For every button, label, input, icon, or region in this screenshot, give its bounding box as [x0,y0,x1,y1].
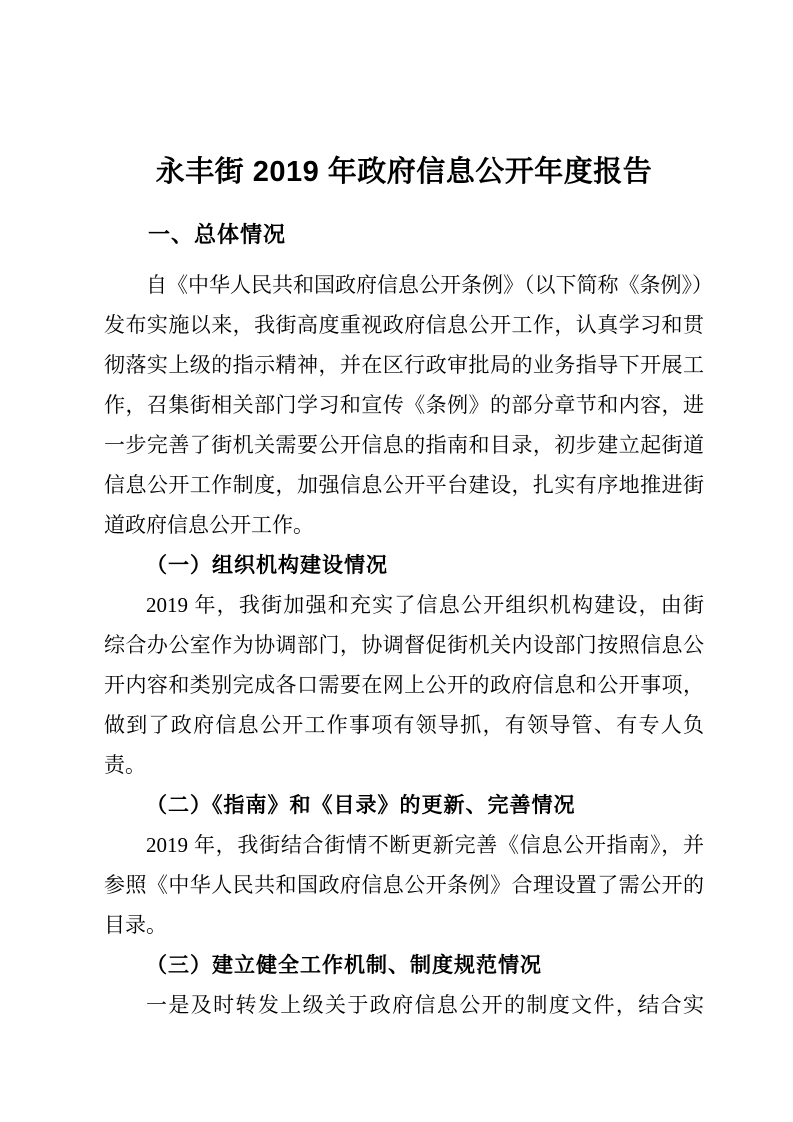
text-line: 2019 年，我街加强和充实了信息公开组织机构建设，由街 [146,593,704,617]
text-line: 综合办公室作为协调部门，协调督促街机关内设部门按照信息公 [104,633,704,657]
text-line: 信息公开工作制度，加强信息公开平台建设，扎实有序地推进街 [104,473,704,497]
section-heading: 一、总体情况 [148,222,287,247]
text-line: 做到了政府信息公开工作事项有领导抓，有领导管、有专人负责。 [104,713,704,777]
subsection-heading-2: （二）《指南》和《目录》的更新、完善情况 [146,793,576,817]
text-line: 参照《中华人民共和国政府信息公开条例》合理设置了需公开的 [104,873,704,897]
subsection-paragraph-3 [104,985,704,1025]
subsection-heading-3: （三）建立健全工作机制、制度规范情况 [146,953,542,977]
text-line: 开内容和类别完成各口需要在网上公开的政府信息和公开事项， [104,673,704,697]
text-line: 目录。 [104,913,167,937]
subsection-paragraph-1 [104,585,704,785]
text-line: 发布实施以来，我街高度重视政府信息公开工作，认真学习和贯 [104,313,704,337]
text-line: 作，召集街相关部门学习和宣传《条例》的部分章节和内容，进 [104,393,704,417]
text-line: 一是及时转发上级关于政府信息公开的制度文件，结合实 [146,993,704,1017]
text-line: 一步完善了街机关需要公开信息的指南和目录，初步建立起街道 [104,433,704,457]
text-line: 2019 年，我街结合街情不断更新完善《信息公开指南》，并 [146,833,704,857]
document-body [104,265,713,1025]
text-line: 彻落实上级的指示精神，并在区行政审批局的业务指导下开展工 [104,353,704,377]
intro-paragraph [104,265,713,545]
text-line: 道政府信息公开工作。 [104,513,314,537]
text-line: 自《中华人民共和国政府信息公开条例》（以下简称《条例》） [146,273,713,297]
subsection-heading-1: （一）组织机构建设情况 [146,553,388,577]
document-title: 永丰街 2019 年政府信息公开年度报告 [155,156,653,188]
subsection-paragraph-2 [104,825,704,945]
